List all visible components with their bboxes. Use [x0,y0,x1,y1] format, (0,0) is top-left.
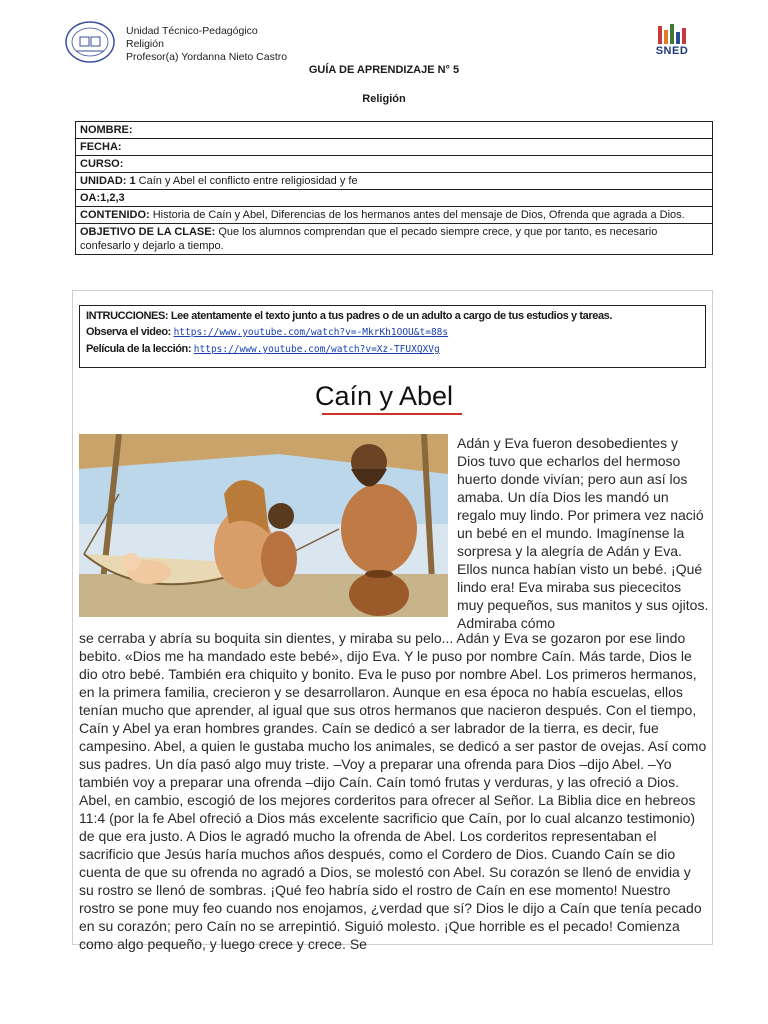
story-side-paragraph: Adán y Eva fueron desobedientes y Dios tuvo que echarlos del hermoso huerto donde vivían; pero aun así los amaba. Un día Dios les mandó un regalo muy lindo. Por primera vez nació un bebé en el mundo. Imagínense la sorpresa y la alegría de Adán y Eva. Ellos nunca habían visto un bebé. ¡Qué lindo era! Eva miraba sus piececitos muy pequeños, sus manitos y sus ojitos. Admiraba cómo [457,435,709,631]
header-teacher: Profesor(a) Yordanna Nieto Castro [126,51,288,63]
story-side-text [457,434,709,632]
instructions-label: INTRUCCIONES: [86,310,169,322]
row-objetivo [76,224,712,254]
row-fecha[interactable] [76,139,712,156]
story-body-text [79,629,709,953]
contenido-label: CONTENIDO: [80,209,150,221]
instructions-line [86,308,699,324]
nombre-label: NOMBRE: [80,124,133,136]
curso-label: CURSO: [80,158,124,170]
video-line [86,324,699,341]
unidad-label: UNIDAD: 1 [80,175,136,187]
contenido-value: Historia de Caín y Abel, Diferencias de los hermanos antes del mensaje de Dios, Ofrenda que agrada a Dios. [149,209,685,221]
school-seal-icon [64,20,116,64]
student-info-table [75,121,713,255]
movie-line [86,341,699,358]
school-header [126,25,287,64]
row-oa [76,190,712,207]
video-link[interactable]: https://www.youtube.com/watch?v=-MkrKh1OOU&t=88s [173,327,449,338]
guide-subject: Religión [362,93,406,105]
row-unidad [76,173,712,190]
unidad-value: Caín y Abel el conflicto entre religiosidad y fe [135,175,358,187]
video-label: Observa el video: [86,326,174,338]
objetivo-label: OBJETIVO DE LA CLASE: [80,226,216,238]
row-nombre[interactable] [76,122,712,139]
row-contenido [76,207,712,224]
story-title-underline [322,413,462,415]
movie-label: Película de la lección: [86,343,194,355]
oa-label: OA:1,2,3 [80,192,125,204]
instructions-box [79,305,706,368]
movie-link[interactable]: https://www.youtube.com/watch?v=Xz-TFUXQXVg [193,344,440,355]
header-unit: Unidad Técnico-Pedagógico [126,25,258,37]
guide-title: GUÍA DE APRENDIZAJE N° 5 [308,64,460,76]
header-subject: Religión [126,38,164,50]
objetivo-value: Que los alumnos comprendan que el pecado siempre crece, y que por tanto, es necesario confesarlo y dejarlo a tiempo. [80,226,658,252]
instructions-text: Lee atentamente el texto junto a tus padres o de un adulto a cargo de tus estudios y tareas. [168,310,613,322]
fecha-label: FECHA: [80,141,122,153]
story-body-paragraph: se cerraba y abría su boquita sin dientes, y miraba su pelo... Adán y Eva se gozaron por ese lindo bebito. «Dios me ha mandado este bebé», dijo Eva. Y le puso por nombre Caín. Más tarde, Dios le dio otro bebé. También era chiquito y bonito. Eva le puso por nombre Abel. Los primeros hermanos, en la primera familia, crecieron y se desarrollaron. Aunque en esa época no había escuelas, ellos tenían mucho que aprender, al igual que sus otros hermanos que nacieron después. Con el tiempo, Caín y Abel ya eran hombres grandes. Caín se dedicó a ser labrador de la tierra, es decir, fue campesino. Abel, a quien le gustaba mucho los animales, se dedicó a ser pastor de ovejas. Así como sus padres. Un día pasó algo muy triste. –Voy a preparar una ofrenda para Dios –dijo Abel. –Yo también voy a preparar una ofrenda –dijo Caín. Caín tomó frutas y verduras, y las ofreció a Dios. Abel, en cambio, escogió de los mejores corderitos para ofrecer al Señor. La Biblia dice en hebreos 11:4 (por la fe Abel ofreció a Dios más excelente sacrificio que Caín, por lo cual alcanzo testimonio) de que era justo. A Dios le agradó mucho la ofrenda de Abel. Los corderitos representaban el sacrificio que Jesús haría muchos años después, como el Cordero de Dios. Cuando Caín se dio cuenta de que su ofrenda no agradó a Dios, se molestó con Abel. Su corazón se llenó de envidia y su rostro se llenó de sombras. ¡Qué feo habría sido el rostro de Caín en ese momento! Nuestro rostro se pone muy feo cuando nos enojamos, ¿verdad que sí? Dios le dijo a Caín que tenía pecado en su corazón; pero Caín no se arrepintió. Siguió molesto. ¡Que horrible es el pecado! Comienza como algo pequeño, y luego crece y crece. Se [79,630,707,952]
story-title: Caín y Abel [314,381,454,411]
sned-logo-label: SNED [655,45,689,57]
row-curso[interactable] [76,156,712,173]
cain-abel-illustration [79,434,448,617]
